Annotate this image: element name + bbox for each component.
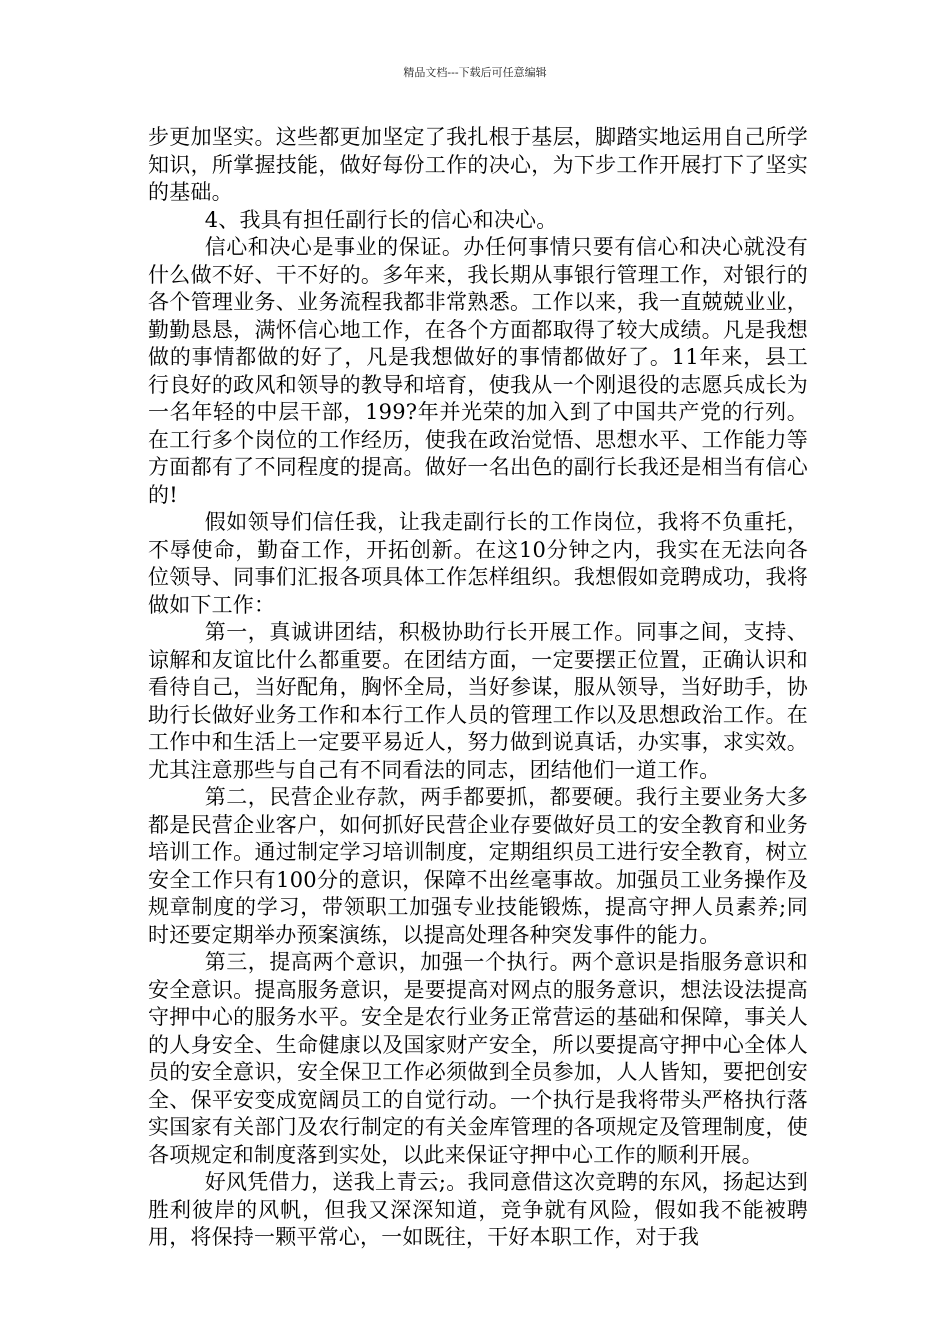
paragraph-third: 第三，提高两个意识，加强一个执行。两个意识是指服务意识和安全意识。提高服务意识，是要提高对网点的服务意识，想法设法提高守押中心的服务水平。安全是农行业务正常营运的基础和保障，事关人的人身安全、生命健康以及国家财产安全，所以要提高守押中心全体人员的安全意识，安全保卫工作必须做到全员参加，人人皆知，要把创安全、保平安变成宽阔员工的自觉行动。一个执行是我将带头严格执行落实国家有关部门及农行制定的有关金库管理的各项规定及管理制度，使各项规定和制度落到实处，以此来保证守押中心工作的顺利开展。 (148, 950, 808, 1167)
paragraph-closing: 好风凭借力，送我上青云;。我同意借这次竞聘的东风，扬起达到胜利彼岸的风帆，但我又深深知道，竞争就有风险，假如我不能被聘用，将保持一颗平常心，一如既往，干好本职工作，对于我 (148, 1170, 808, 1249)
page-header: 精品文档---下载后可任意编辑 (403, 66, 547, 79)
paragraph-heading-4: 4、我具有担任副行长的信心和决心。 (204, 207, 558, 232)
paragraph-confidence: 信心和决心是事业的保证。办任何事情只要有信心和决心就没有什么做不好、干不好的。多年来，我长期从事银行管理工作，对银行的各个管理业务、业务流程我都非常熟悉。工作以来，我一直兢兢业业，勤勤恳恳，满怀信心地工作，在各个方面都取得了较大成绩。凡是我想做的事情都做的好了，凡是我想做好的事情都做好了。11年来，县工行良好的政风和领导的教导和培育，使我从一个刚退役的志愿兵成长为一名年轻的中层干部，199?年并光荣的加入到了中国共产党的行列。在工行多个岗位的工作经历，使我在政治觉悟、思想水平、工作能力等方面都有了不同程度的提高。做好一名出色的副行长我还是相当有信心的! (148, 235, 808, 507)
paragraph-trust: 假如领导们信任我，让我走副行长的工作岗位，我将不负重托，不辱使命，勤奋工作，开拓创新。在这10分钟之内，我实在无法向各位领导、同事们汇报各项具体工作怎样组织。我想假如竞聘成功，我将做如下工作： (148, 510, 808, 617)
paragraph-second: 第二，民营企业存款，两手都要抓，都要硬。我行主要业务大多都是民营企业客户，如何抓好民营企业存要做好员工的安全教育和业务培训工作。通过制定学习培训制度，定期组织员工进行安全教育，树立安全工作只有100分的意识，保障不出丝毫事故。加强员工业务操作及规章制度的学习，带领职工加强专业技能锻炼，提高守押人员素养;同时还要定期举办预案演练，以提高处理各种突发事件的能力。 (148, 785, 808, 947)
paragraph-first: 第一，真诚讲团结，积极协助行长开展工作。同事之间，支持、谅解和友谊比什么都重要。在团结方面，一定要摆正位置，正确认识和看待自己，当好配角，胸怀全局，当好参谋，服从领导，当好助手，协助行长做好业务工作和本行工作人员的管理工作以及思想政治工作。在工作中和生活上一定要平易近人，努力做到说真话，办实事，求实效。尤其注意那些与自己有不同看法的同志，团结他们一道工作。 (148, 620, 808, 782)
paragraph-continuation: 步更加坚实。这些都更加坚定了我扎根于基层，脚踏实地运用自己所学知识，所掌握技能，做好每份工作的决心，为下步工作开展打下了坚实的基础。 (148, 125, 808, 204)
document-body (148, 124, 808, 1252)
